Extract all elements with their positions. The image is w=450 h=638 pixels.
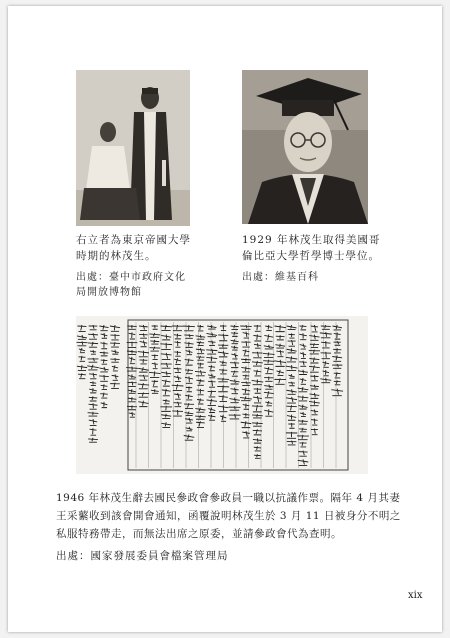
body-line-1: 1946 年林茂生辭去國民參政會參政員一職以抗議作票。隔年 4 月其妻: [56, 492, 401, 504]
body-line-3: 私服特務帶走，而無法出席之原委，並請參政會代為查明。: [56, 528, 342, 540]
photo1-source-line2: 局開放博物館: [76, 287, 142, 298]
photo1-source-line1: 出處：臺中市政府文化: [76, 272, 186, 283]
photo1-caption-line1: 右立者為東京帝國大學: [76, 234, 191, 246]
photo1-source: [76, 270, 186, 300]
photo2-caption: [242, 232, 381, 264]
page-number: xix: [408, 590, 423, 601]
photo-columbia-doctorate: [242, 70, 368, 224]
photo1-caption-line2: 時期的林茂生。: [76, 250, 157, 262]
document-source: 出處：國家發展委員會檔案管理局: [56, 550, 229, 562]
photo2-source: [242, 270, 319, 285]
photo2-caption-line2: 倫比亞大學哲學博士學位。: [242, 250, 380, 262]
archival-document-image: [76, 316, 368, 474]
photo1-caption: [76, 232, 191, 264]
photo-tokyo-university: [76, 70, 190, 226]
photo2-caption-line1: 1929 年林茂生取得美國哥: [242, 234, 381, 246]
body-line-2: 王采蘩收到該會開會通知，函覆說明林茂生於 3 月 11 日被身分不明之: [56, 510, 401, 522]
body-paragraph: [56, 489, 412, 543]
photo2-source-line1: 出處：維基百科: [242, 272, 319, 283]
